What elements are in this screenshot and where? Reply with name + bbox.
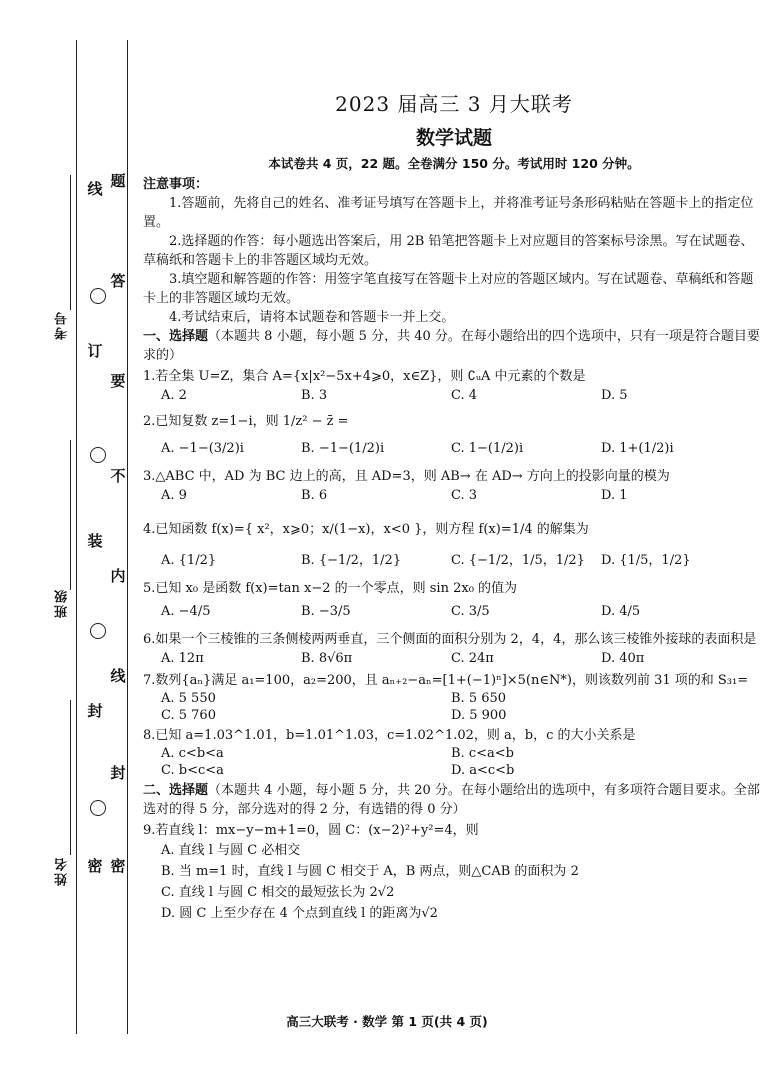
question-stem: 3.△ABC 中，AD 为 BC 边上的高，且 AD=3，则 AB→ 在 AD→ 方向上的投影向量的模为 xyxy=(143,469,670,484)
page-footer: 高三大联考 · 数学 第 1 页(共 4 页) xyxy=(286,1014,488,1029)
section-2-header xyxy=(143,781,765,819)
kaohao-label: 考号 xyxy=(55,310,70,340)
option: B. 3 xyxy=(301,388,328,403)
margin-char: 密 xyxy=(110,857,126,875)
section-1-desc: （本题共 8 小题，每小题 5 分，共 40 分。在每小题给出的四个选项中，只有一项是符合题目要求的） xyxy=(143,329,760,363)
option: B. 8√6π xyxy=(301,651,353,666)
question-stem: 1.若全集 U=Z，集合 A={x|x²−5x+4⩾0，x∈Z}，则 ∁ᵤA 中元素的个数是 xyxy=(143,369,586,384)
option: A. {1/2} xyxy=(161,553,217,568)
margin-char: 题 xyxy=(110,172,126,190)
option: A. 9 xyxy=(161,488,187,503)
exam-content xyxy=(143,88,765,924)
question-options xyxy=(143,439,765,459)
question-stem: 7.数列{aₙ}满足 a₁=100，a₂=200，且 aₙ₊₂−aₙ=[1+(−1)ⁿ]×5(n∈N*)，则该数列前 31 项的和 S₃₁= xyxy=(143,673,749,688)
option: A. 12π xyxy=(161,651,204,666)
question-stem: 8.已知 a=1.03^1.01，b=1.01^1.03，c=1.02^1.02，则 a，b，c 的大小关系是 xyxy=(143,728,636,743)
option: B. 6 xyxy=(301,488,328,503)
question-options xyxy=(143,551,765,571)
section-2-title: 二、选择题 xyxy=(143,783,209,798)
option: B. 5 650 xyxy=(451,691,507,706)
binding-circle xyxy=(90,288,106,304)
question-options xyxy=(143,649,765,669)
binding-circle xyxy=(90,447,106,463)
question-options xyxy=(143,690,765,707)
question-options xyxy=(143,707,765,724)
question-options xyxy=(143,762,765,779)
binding-circle xyxy=(90,623,106,639)
section-1-header xyxy=(143,327,765,365)
question-options xyxy=(143,486,765,506)
kaohao-underline xyxy=(70,175,71,310)
xingming-underline xyxy=(70,700,71,855)
option: C. 5 760 xyxy=(161,708,216,723)
option: C. {−1/2，1/5，1/2} xyxy=(451,553,585,568)
margin-char: 装 xyxy=(87,532,103,550)
note-item: 4.考试结束后，请将本试题卷和答题卡一并上交。 xyxy=(169,310,455,325)
option: A. 直线 l 与圆 C 必相交 xyxy=(161,843,301,858)
exam-subtitle: 数学试题 xyxy=(415,127,492,149)
option: C. 3/5 xyxy=(451,604,490,619)
option: A. 2 xyxy=(161,388,187,403)
question-stem: 9.若直线 l：mx−y−m+1=0，圆 C：(x−2)²+y²=4，则 xyxy=(143,823,479,838)
exam-info: 本试卷共 4 页，22 题。全卷满分 150 分。考试用时 120 分钟。 xyxy=(268,156,640,171)
option: D. 1+(1/2)i xyxy=(601,441,674,456)
option: D. 4/5 xyxy=(601,604,641,619)
margin-char: 内 xyxy=(110,567,126,585)
option: C. 3 xyxy=(451,488,478,503)
margin-char: 要 xyxy=(110,372,126,390)
question-stem: 4.已知函数 f(x)={ x²，x⩾0；x/(1−x)，x<0 }，则方程 f(x)=1/4 的解集为 xyxy=(143,522,589,537)
option: C. 4 xyxy=(451,388,478,403)
margin-char: 线 xyxy=(110,667,126,685)
option: B. −3/5 xyxy=(301,604,351,619)
note-item: 3.填空题和解答题的作答：用签字笔直接写在答题卡上对应的答题区域内。写在试题卷、草稿纸和答题卡上的非答题区域均无效。 xyxy=(143,272,754,306)
note-item: 1.答题前，先将自己的姓名、准考证号填写在答题卡上，并将准考证号条形码粘贴在答题卡上的指定位置。 xyxy=(143,196,754,230)
margin-char: 密 xyxy=(87,857,103,875)
margin-line-left xyxy=(76,40,77,1034)
option: C. b<c<a xyxy=(161,763,224,778)
margin-char: 订 xyxy=(87,342,103,360)
option: D. 1 xyxy=(601,488,628,503)
option: C. 1−(1/2)i xyxy=(451,441,524,456)
exam-title: 2023 届高三 3 月大联考 xyxy=(335,92,573,116)
notes-heading: 注意事项： xyxy=(143,177,209,192)
option: B. 当 m=1 时，直线 l 与圆 C 相交于 A，B 两点，则△CAB 的面积为 2 xyxy=(161,864,579,879)
option: B. {−1/2，1/2} xyxy=(301,553,402,568)
section-1-title: 一、选择题 xyxy=(143,329,209,344)
option: D. {1/5，1/2} xyxy=(601,553,691,568)
xingming-label: 姓名 xyxy=(55,856,70,886)
margin-char: 封 xyxy=(110,764,126,782)
margin-char: 不 xyxy=(110,467,126,485)
option: C. 24π xyxy=(451,651,494,666)
question-stem: 5.已知 x₀ 是函数 f(x)=tan x−2 的一个零点，则 sin 2x₀ 的值为 xyxy=(143,581,518,596)
question-options xyxy=(143,745,765,762)
option: A. 5 550 xyxy=(161,691,216,706)
option: D. 5 xyxy=(601,388,628,403)
option: D. 5 900 xyxy=(451,708,507,723)
option: D. 40π xyxy=(601,651,645,666)
binding-circle xyxy=(90,800,106,816)
option: A. −1−(3/2)i xyxy=(161,441,244,456)
option: A. c<b<a xyxy=(161,746,224,761)
question-stem: 2.已知复数 z=1−i，则 1/z² − z̄ = xyxy=(143,414,349,429)
option: D. a<c<b xyxy=(451,763,515,778)
option: D. 圆 C 上至少存在 4 个点到直线 l 的距离为√2 xyxy=(161,906,438,921)
option: A. −4/5 xyxy=(161,604,211,619)
option: B. −1−(1/2)i xyxy=(301,441,385,456)
section-2-desc: （本题共 4 小题，每小题 5 分，共 20 分。在每小题给出的选项中，有多项符合题目要求。全部选对的得 5 分，部分选对的得 2 分，有选错的得 0 分） xyxy=(143,783,760,817)
margin-char: 答 xyxy=(110,272,126,290)
margin-char: 封 xyxy=(87,702,103,720)
option: C. 直线 l 与圆 C 相交的最短弦长为 2√2 xyxy=(161,885,395,900)
option: B. c<a<b xyxy=(451,746,514,761)
banji-underline xyxy=(70,440,71,590)
question-options xyxy=(143,386,765,406)
margin-char: 线 xyxy=(87,180,103,198)
question-options xyxy=(143,602,765,622)
note-item: 2.选择题的作答：每小题选出答案后，用 2B 铅笔把答题卡上对应题目的答案标号涂黑。写在试题卷、草稿纸和答题卡上的非答题区域均无效。 xyxy=(143,234,754,268)
banji-label: 班级 xyxy=(55,588,70,618)
question-stem: 6.如果一个三棱锥的三条侧棱两两垂直，三个侧面的面积分别为 2，4，4，那么该三棱锥外接球的表面积是 xyxy=(143,632,757,647)
